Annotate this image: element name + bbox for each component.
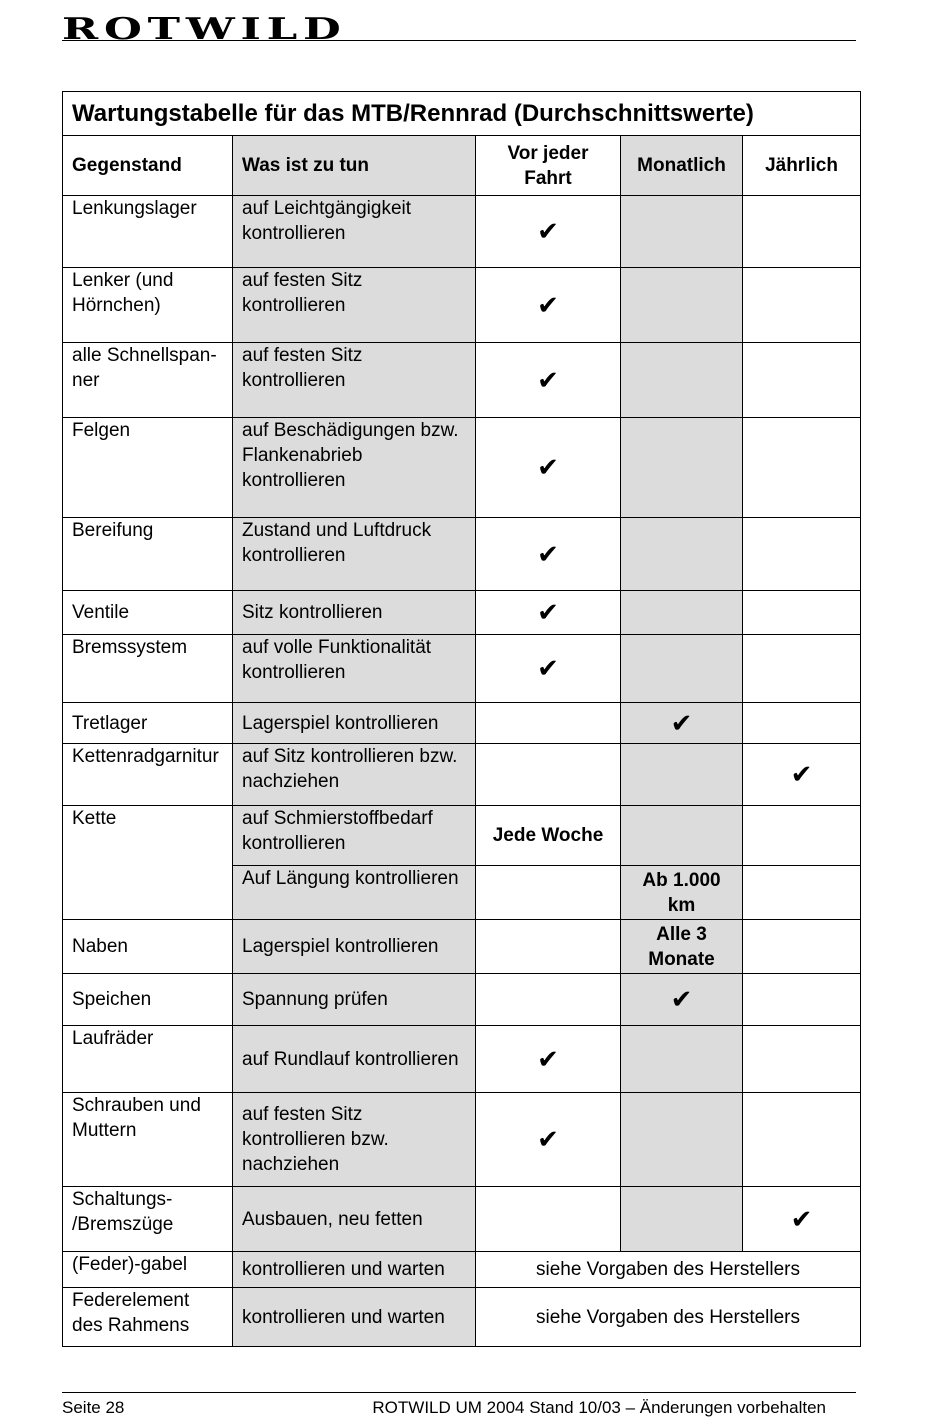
check-icon: ✔: [621, 974, 743, 1026]
item-cell: Bereifung: [63, 518, 233, 591]
task-cell: Ausbauen, neu fetten: [233, 1187, 476, 1252]
task-cell: auf festen Sitz kontrollieren bzw. nachziehen: [233, 1093, 476, 1187]
empty-cell: [743, 920, 861, 974]
empty-cell: [621, 1093, 743, 1187]
table-row: [63, 343, 861, 418]
column-header-monthly: Monatlich: [621, 136, 743, 196]
empty-cell: [743, 196, 861, 268]
column-header-task: Was ist zu tun: [233, 136, 476, 196]
empty-cell: [621, 196, 743, 268]
item-cell: Kettenradgarnitur: [63, 744, 233, 806]
task-cell: Sitz kontrollieren: [233, 591, 476, 635]
task-cell: kontrollieren und warten: [233, 1288, 476, 1347]
table-row: [63, 1252, 861, 1288]
table-title: Wartungstabelle für das MTB/Rennrad (Durchschnittswerte): [63, 92, 861, 136]
item-cell: Speichen: [63, 974, 233, 1026]
task-cell: Spannung prüfen: [233, 974, 476, 1026]
table-row: [63, 196, 861, 268]
item-cell: alle Schnellspan-ner: [63, 343, 233, 418]
empty-cell: [743, 703, 861, 744]
empty-cell: [743, 1093, 861, 1187]
item-cell: Schaltungs- /Bremszüge: [63, 1187, 233, 1252]
check-icon: ✔: [476, 343, 621, 418]
task-cell: kontrollieren und warten: [233, 1252, 476, 1288]
table-row: [63, 806, 861, 866]
empty-cell: [621, 518, 743, 591]
interval-text: Ab 1.000 km: [621, 866, 743, 920]
empty-cell: [476, 920, 621, 974]
table-row: [63, 920, 861, 974]
check-icon: ✔: [476, 518, 621, 591]
check-icon: ✔: [476, 268, 621, 343]
check-icon: ✔: [476, 418, 621, 518]
item-cell: Naben: [63, 920, 233, 974]
task-cell: auf festen Sitz kontrollieren: [233, 343, 476, 418]
table-row: [63, 518, 861, 591]
header-rule: [62, 40, 856, 41]
table-row: [63, 635, 861, 703]
item-cell: Felgen: [63, 418, 233, 518]
task-cell: Lagerspiel kontrollieren: [233, 703, 476, 744]
item-cell: Laufräder: [63, 1026, 233, 1093]
manufacturer-note: siehe Vorgaben des Herstellers: [476, 1252, 861, 1288]
task-cell: auf Rundlauf kontrollieren: [233, 1026, 476, 1093]
empty-cell: [743, 1026, 861, 1093]
empty-cell: [476, 703, 621, 744]
check-icon: ✔: [476, 1026, 621, 1093]
empty-cell: [621, 418, 743, 518]
task-cell: Lagerspiel kontrollieren: [233, 920, 476, 974]
check-icon: ✔: [476, 196, 621, 268]
check-icon: ✔: [621, 703, 743, 744]
check-icon: ✔: [476, 635, 621, 703]
task-cell: auf Schmierstoffbedarf kontrollieren: [233, 806, 476, 866]
table-row: [63, 268, 861, 343]
empty-cell: [621, 591, 743, 635]
check-icon: ✔: [476, 591, 621, 635]
empty-cell: [743, 866, 861, 920]
empty-cell: [476, 744, 621, 806]
table-row: [63, 1093, 861, 1187]
table-row: [63, 974, 861, 1026]
table-row: [63, 1187, 861, 1252]
interval-text: Jede Woche: [476, 806, 621, 866]
table-row: [63, 1026, 861, 1093]
task-cell: auf Beschädigungen bzw. Flankenabrieb kontrollieren: [233, 418, 476, 518]
empty-cell: [621, 806, 743, 866]
item-cell: (Feder)-gabel: [63, 1252, 233, 1288]
item-cell: Kette: [63, 806, 233, 920]
item-cell: Ventile: [63, 591, 233, 635]
interval-text: Alle 3 Monate: [621, 920, 743, 974]
empty-cell: [743, 418, 861, 518]
item-cell: Lenker (und Hörnchen): [63, 268, 233, 343]
table-row: [63, 703, 861, 744]
task-cell: auf Sitz kontrollieren bzw. nachziehen: [233, 744, 476, 806]
item-cell: Bremssystem: [63, 635, 233, 703]
table-row: [63, 744, 861, 806]
empty-cell: [743, 974, 861, 1026]
item-cell: Tretlager: [63, 703, 233, 744]
manufacturer-note: siehe Vorgaben des Herstellers: [476, 1288, 861, 1347]
task-cell: auf Leichtgängigkeit kontrollieren: [233, 196, 476, 268]
empty-cell: [743, 518, 861, 591]
empty-cell: [476, 866, 621, 920]
footer-rule: [62, 1392, 856, 1393]
empty-cell: [743, 343, 861, 418]
item-cell: Lenkungslager: [63, 196, 233, 268]
empty-cell: [743, 268, 861, 343]
task-cell: Auf Längung kontrollieren: [233, 866, 476, 920]
check-icon: ✔: [476, 1093, 621, 1187]
check-icon: ✔: [743, 1187, 861, 1252]
table-row: [63, 591, 861, 635]
empty-cell: [621, 268, 743, 343]
empty-cell: [743, 635, 861, 703]
table-row: [63, 1288, 861, 1347]
item-cell: Schrauben und Muttern: [63, 1093, 233, 1187]
page-number: Seite 28: [62, 1398, 125, 1417]
column-header-yearly: Jährlich: [743, 136, 861, 196]
brand-logo: ROTWILD: [62, 12, 347, 47]
maintenance-table: [62, 91, 861, 1347]
table-row: [63, 418, 861, 518]
empty-cell: [621, 1187, 743, 1252]
empty-cell: [743, 591, 861, 635]
task-cell: Zustand und Luftdruck kontrollieren: [233, 518, 476, 591]
empty-cell: [621, 343, 743, 418]
empty-cell: [621, 635, 743, 703]
column-header-item: Gegenstand: [63, 136, 233, 196]
task-cell: auf volle Funktionalität kontrollieren: [233, 635, 476, 703]
item-cell: Federelement des Rahmens: [63, 1288, 233, 1347]
footer-note: ROTWILD UM 2004 Stand 10/03 – Änderungen vorbehalten: [372, 1398, 826, 1417]
empty-cell: [621, 1026, 743, 1093]
column-header-before-ride: Vor jeder Fahrt: [476, 136, 621, 196]
task-cell: auf festen Sitz kontrollieren: [233, 268, 476, 343]
empty-cell: [743, 806, 861, 866]
empty-cell: [476, 1187, 621, 1252]
check-icon: ✔: [743, 744, 861, 806]
empty-cell: [621, 744, 743, 806]
empty-cell: [476, 974, 621, 1026]
